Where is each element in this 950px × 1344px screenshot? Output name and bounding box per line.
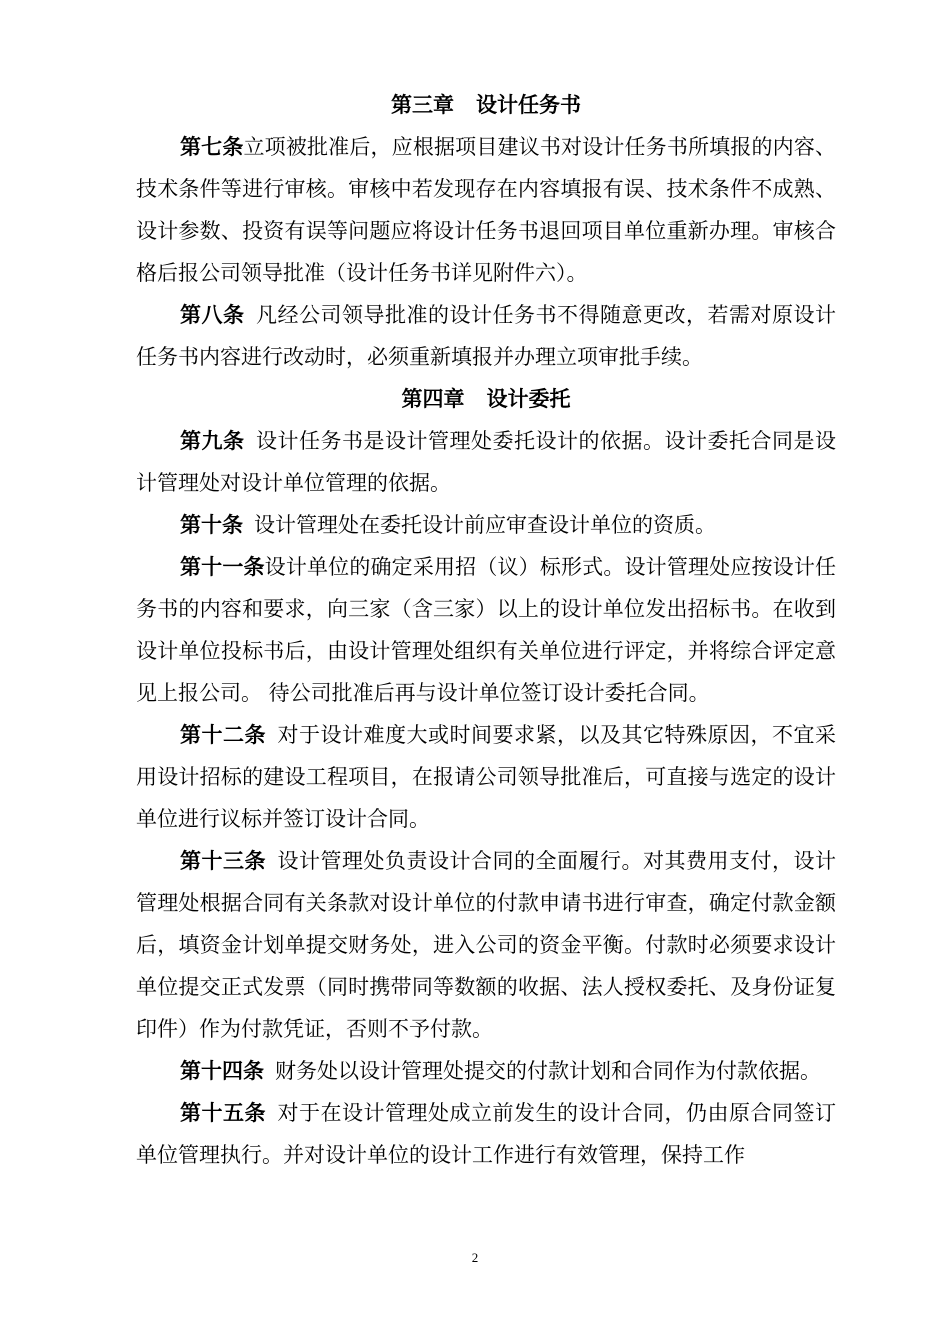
- article-paragraph: [136, 1050, 836, 1092]
- article-text: 设计管理处负责设计合同的全面履行。对其费用支付，设计管理处根据合同有关条款对设计单位的付款申请书进行审查，确定付款金额后，填资金计划单提交财务处，进入公司的资金平衡。付款时必须要求设计单位提交正式发票（同时携带同等数额的收据、法人授权委托、及身份证复印件）作为付款凭证，否则不予付款。: [136, 849, 836, 1041]
- document-body: [136, 84, 836, 1176]
- article-paragraph: [136, 840, 836, 1050]
- chapter-title: 设计委托: [486, 387, 571, 411]
- article-text: 对于在设计管理处成立前发生的设计合同，仍由原合同签订单位管理执行。并对设计单位的设计工作进行有效管理，保持工作: [136, 1101, 836, 1167]
- chapter-number: 第三章: [391, 93, 454, 117]
- article-paragraph: [136, 1092, 836, 1176]
- chapter-title: 设计任务书: [476, 93, 581, 117]
- article-number: 第十三条: [180, 849, 266, 873]
- article-paragraph: [136, 420, 836, 504]
- article-number: 第十条: [180, 513, 243, 537]
- article-text: 设计任务书是设计管理处委托设计的依据。设计委托合同是设计管理处对设计单位管理的依据。: [136, 429, 836, 495]
- article-number: 第八条: [180, 303, 245, 327]
- chapter-heading: [136, 378, 836, 420]
- article-number: 第九条: [180, 429, 245, 453]
- article-number: 第十一条: [180, 555, 265, 579]
- article-paragraph: [136, 714, 836, 840]
- article-paragraph: [136, 126, 836, 294]
- article-paragraph: [136, 546, 836, 714]
- page-number: 2: [471, 1250, 479, 1265]
- article-number: 第十五条: [180, 1101, 266, 1125]
- chapter-heading: [136, 84, 836, 126]
- article-text: 凡经公司领导批准的设计任务书不得随意更改，若需对原设计任务书内容进行改动时，必须重新填报并办理立项审批手续。: [136, 303, 836, 369]
- article-text: 对于设计难度大或时间要求紧，以及其它特殊原因，不宜采用设计招标的建设工程项目，在报请公司领导批准后，可直接与选定的设计单位进行议标并签订设计合同。: [136, 723, 836, 831]
- article-text: 设计管理处在委托设计前应审查设计单位的资质。: [254, 513, 716, 537]
- article-paragraph: [136, 294, 836, 378]
- article-number: 第十四条: [180, 1059, 264, 1083]
- chapter-number: 第四章: [401, 387, 465, 411]
- article-text: 财务处以设计管理处提交的付款计划和合同作为付款依据。: [275, 1059, 821, 1083]
- article-number: 第十二条: [180, 723, 266, 747]
- article-text: 立项被批准后，应根据项目建议书对设计任务书所填报的内容、技术条件等进行审核。审核中若发现存在内容填报有误、技术条件不成熟、设计参数、投资有误等问题应将设计任务书退回项目单位重新办理。审核合格后报公司领导批准（设计任务书详见附件六）。: [136, 135, 836, 285]
- article-paragraph: [136, 504, 836, 546]
- article-text: 设计单位的确定采用招（议）标形式。设计管理处应按设计任务书的内容和要求，向三家（含三家）以上的设计单位发出招标书。在收到设计单位投标书后，由设计管理处组织有关单位进行评定，并将综合评定意见上报公司。 待公司批准后再与设计单位签订设计委托合同。: [136, 555, 837, 705]
- article-number: 第七条: [180, 135, 244, 159]
